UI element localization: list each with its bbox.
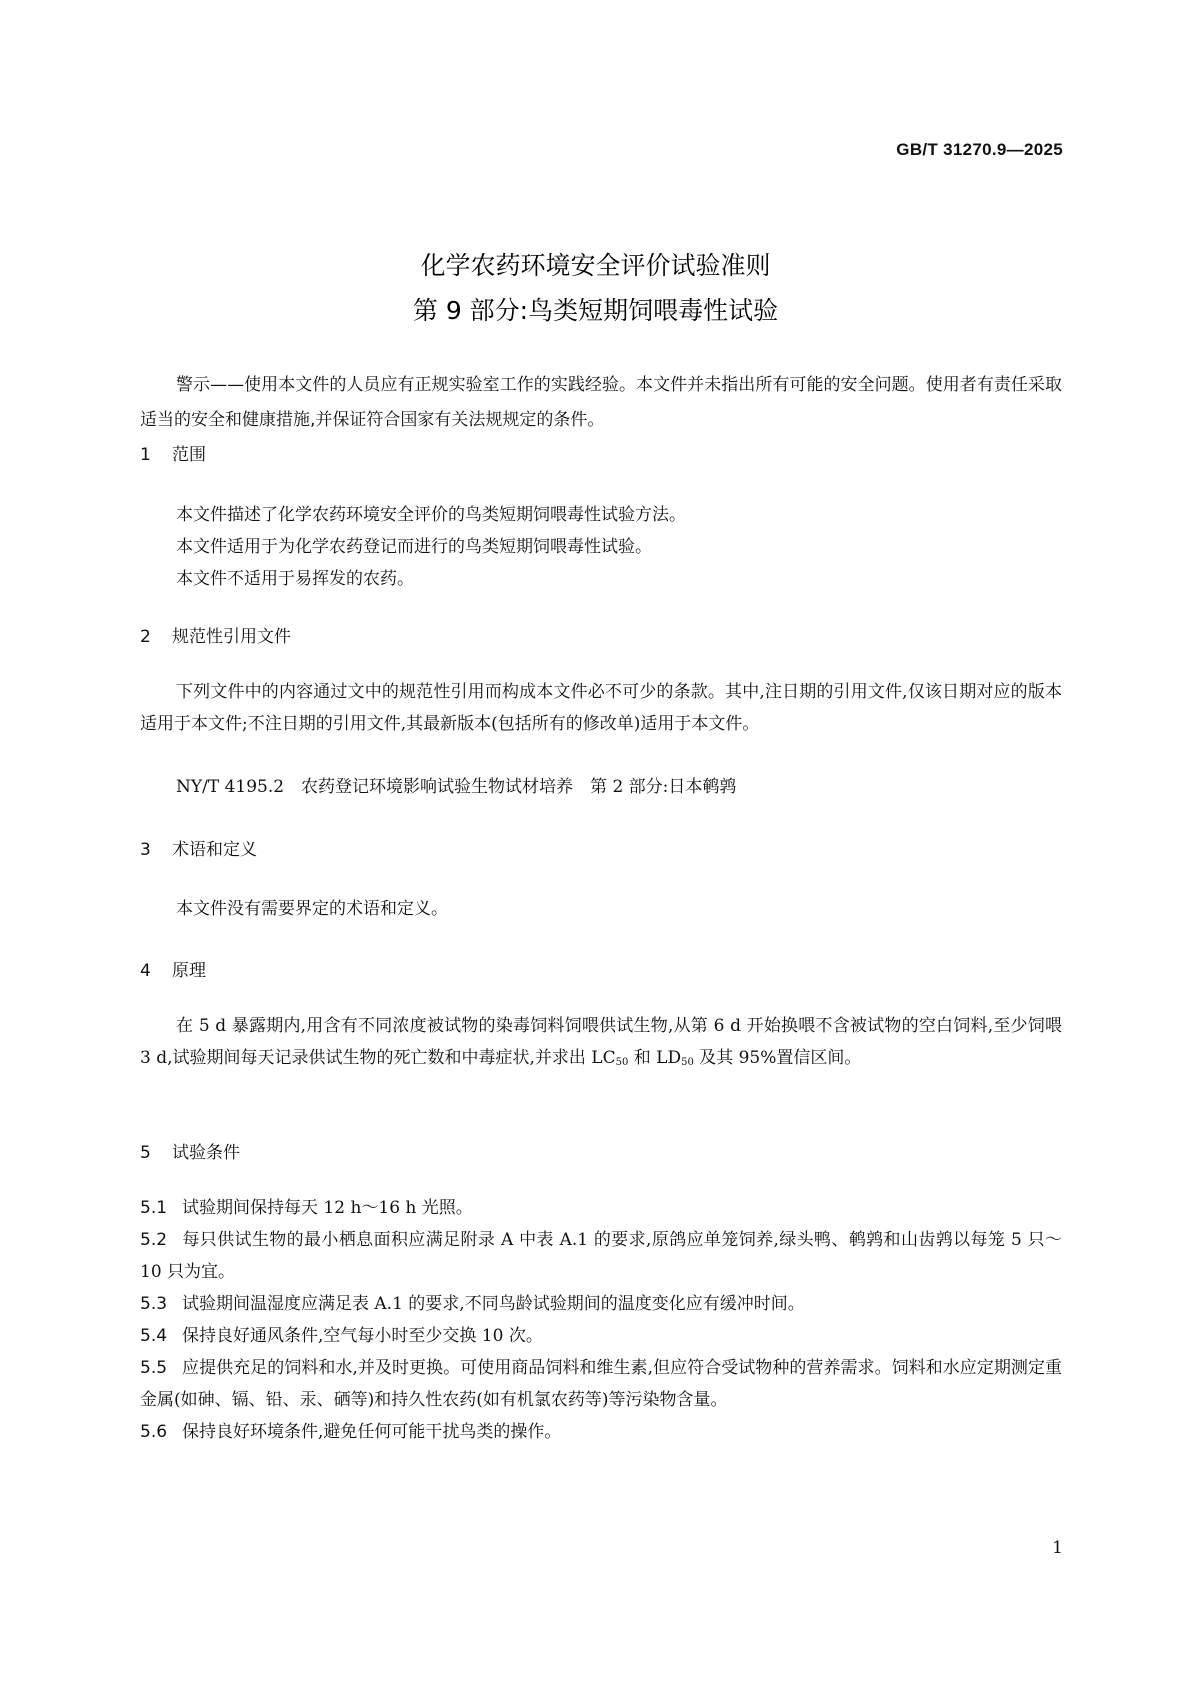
- section-number: 2: [140, 627, 151, 647]
- scope-line-2: 本文件适用于为化学农药登记而进行的鸟类短期饲喂毒性试验。: [176, 537, 652, 557]
- document-subtitle: 第 9 部分:鸟类短期饲喂毒性试验: [412, 296, 779, 325]
- section-title: 试验条件: [172, 1143, 240, 1163]
- section-heading-5: [140, 1138, 240, 1163]
- section-number: 5: [140, 1143, 151, 1163]
- clause-text: 保持良好通风条件,空气每小时至少交换 10 次。: [182, 1326, 543, 1346]
- clause-5-1: [140, 1192, 1062, 1224]
- section-title: 术语和定义: [172, 840, 257, 860]
- section-heading-4: [140, 956, 206, 981]
- normative-references-paragraph: 下列文件中的内容通过文中的规范性引用而构成本文件必不可少的条款。其中,注日期的引用文件,仅该日期对应的版本适用于本文件;不注日期的引用文件,其最新版本(包括所有的修改单)适用于本文件。: [140, 682, 1062, 734]
- normative-reference-item: NY/T 4195.2 农药登记环境影响试验生物试材培养 第 2 部分:日本鹌鹑: [176, 777, 737, 797]
- clause-text: 每只供试生物的最小栖息面积应满足附录 A 中表 A.1 的要求,原鸽应单笼饲养,绿头鸭、鹌鹑和山齿鹑以每笼 5 只～10 只为宜。: [140, 1230, 1062, 1282]
- clause-number: 5.5: [140, 1358, 168, 1378]
- clause-5-5: [140, 1352, 1062, 1416]
- clause-5-2: [140, 1224, 1062, 1288]
- principle-text-c: 及其 95%置信区间。: [693, 1048, 862, 1068]
- section-heading-3: [140, 835, 257, 860]
- scope-line-3: 本文件不适用于易挥发的农药。: [176, 569, 414, 589]
- section-heading-2: [140, 622, 291, 647]
- section-number: 4: [140, 961, 151, 981]
- page-number: 1: [1052, 1538, 1063, 1558]
- terms-paragraph: 本文件没有需要界定的术语和定义。: [176, 899, 448, 919]
- clause-number: 5.3: [140, 1294, 168, 1314]
- principle-paragraph: [140, 1010, 1062, 1079]
- clause-text: 应提供充足的饲料和水,并及时更换。可使用商品饲料和维生素,但应符合受试物种的营养需求。饲料和水应定期测定重金属(如砷、镉、铅、汞、硒等)和持久性农药(如有机氯农药等)等污染物含量。: [140, 1358, 1062, 1410]
- clause-text: 保持良好环境条件,避免任何可能干扰鸟类的操作。: [182, 1422, 562, 1442]
- section-heading-1: [140, 440, 206, 465]
- ld50-subscript: 50: [681, 1057, 694, 1068]
- clause-5-3: [140, 1288, 1062, 1320]
- standard-number: GB/T 31270.9—2025: [896, 140, 1063, 159]
- section-title: 原理: [172, 961, 206, 981]
- clause-number: 5.2: [140, 1230, 168, 1250]
- scope-line-1: 本文件描述了化学农药环境安全评价的鸟类短期饲喂毒性试验方法。: [176, 505, 686, 525]
- clause-5-6: [140, 1416, 1062, 1448]
- warning-paragraph: 警示——使用本文件的人员应有正规实验室工作的实践经验。本文件并未指出所有可能的安全问题。使用者有责任采取适当的安全和健康措施,并保证符合国家有关法规规定的条件。: [140, 375, 1062, 430]
- clause-number: 5.4: [140, 1326, 168, 1346]
- section-title: 规范性引用文件: [172, 627, 291, 647]
- section-title: 范围: [172, 445, 206, 465]
- section-number: 3: [140, 840, 151, 860]
- lc50-subscript: 50: [615, 1057, 629, 1068]
- clause-5-4: [140, 1320, 1062, 1352]
- clause-number: 5.6: [140, 1422, 168, 1442]
- principle-text-a: 在 5 d 暴露期内,用含有不同浓度被试物的染毒饲料饲喂供试生物,从第 6 d 开始换喂不含被试物的空白饲料,至少饲喂 3 d,试验期间每天记录供试生物的死亡数和中毒症状,并求出 LC: [140, 1016, 1062, 1068]
- section-number: 1: [140, 445, 151, 465]
- clause-text: 试验期间保持每天 12 h～16 h 光照。: [182, 1198, 473, 1218]
- document-title: 化学农药环境安全评价试验准则: [420, 251, 771, 280]
- principle-text-b: 和 LD: [628, 1048, 682, 1068]
- clause-number: 5.1: [140, 1198, 168, 1218]
- clause-text: 试验期间温湿度应满足表 A.1 的要求,不同鸟龄试验期间的温度变化应有缓冲时间。: [182, 1294, 805, 1314]
